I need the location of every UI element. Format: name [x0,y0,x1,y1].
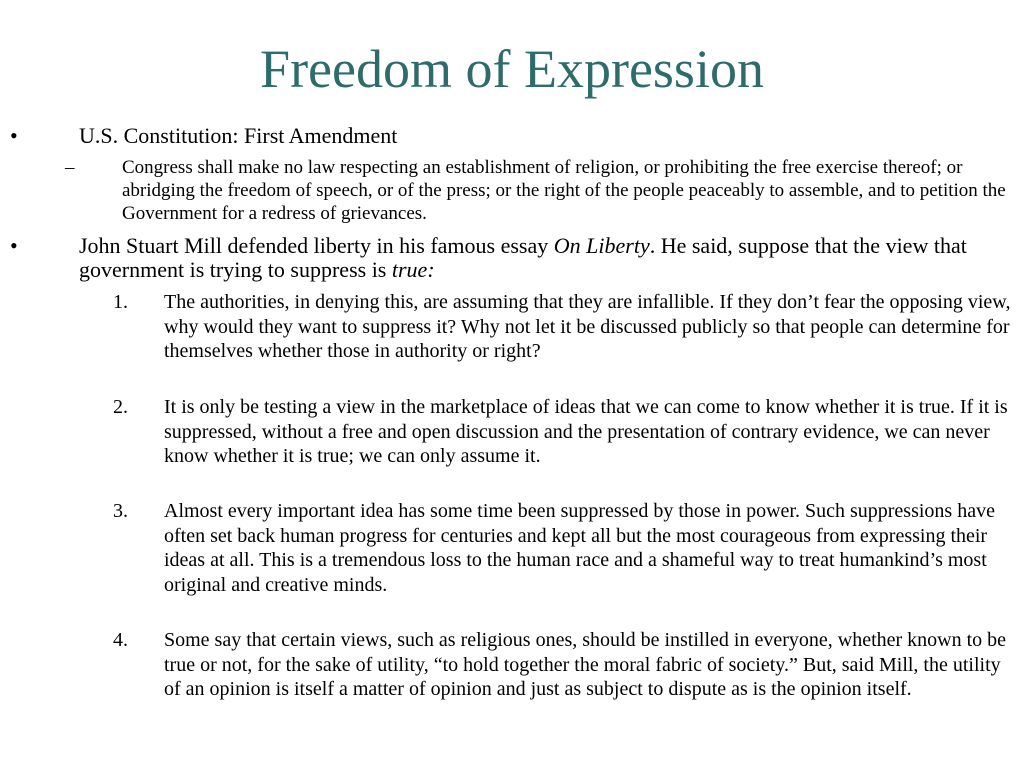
item-text: Some say that certain views, such as religious ones, should be instilled in everyone, whether known to be true or not, for the sake of utility, “to hold together the moral fabric of society.” But, said Mill, the utility of an opinion is itself a matter of opinion and just as subject to dispute as is the opinion itself. [164,629,1007,700]
item-number: 3. [113,500,128,522]
bullet-text-part2: . He said, suppose that the view that government is trying to suppress is [79,233,967,282]
bullet-text-part1: John Stuart Mill defended liberty in his famous essay [79,233,554,258]
item-text: Almost every important idea has some time been suppressed by those in power. Such suppressions have often set back human progress for centuries and kept all but the most courageous from expressing their ideas at all. This is a tremendous loss to the human race and a shameful way to treat humankind’s most original and creative minds. [164,500,995,596]
bullet-text: U.S. Constitution: First Amendment [79,123,398,148]
bullet-text [79,234,1009,282]
emphasis-true: true: [391,257,435,282]
bullet-marker: • [10,123,18,148]
item-text: It is only be testing a view in the marketplace of ideas that we can come to know whether it is true. If it is suppressed, without a free and open discussion and the presentation of contrary evidence, we can never know whether it is true; we can only assume it. [164,396,1008,467]
item-number: 2. [113,396,128,418]
sub-bullet-text: Congress shall make no law respecting an establishment of religion, or prohibiting the free exercise thereof; or abridging the freedom of speech, or of the press; or the right of the people peaceably to assemble, and to petition the Government for a redress of grievances. [122,157,1006,224]
item-number: 1. [113,291,128,313]
dash-marker: – [65,157,75,178]
bullet-marker: • [10,233,18,258]
item-text: The authorities, in denying this, are assuming that they are infallible. If they don’t fear the opposing view, why would they want to suppress it? Why not let it be discussed publicly so that people can determine for themselves whether those in authority or right? [164,291,1011,362]
slide-title: Freedom of Expression [260,39,764,99]
item-number: 4. [113,629,128,651]
essay-title: On Liberty [553,233,650,258]
